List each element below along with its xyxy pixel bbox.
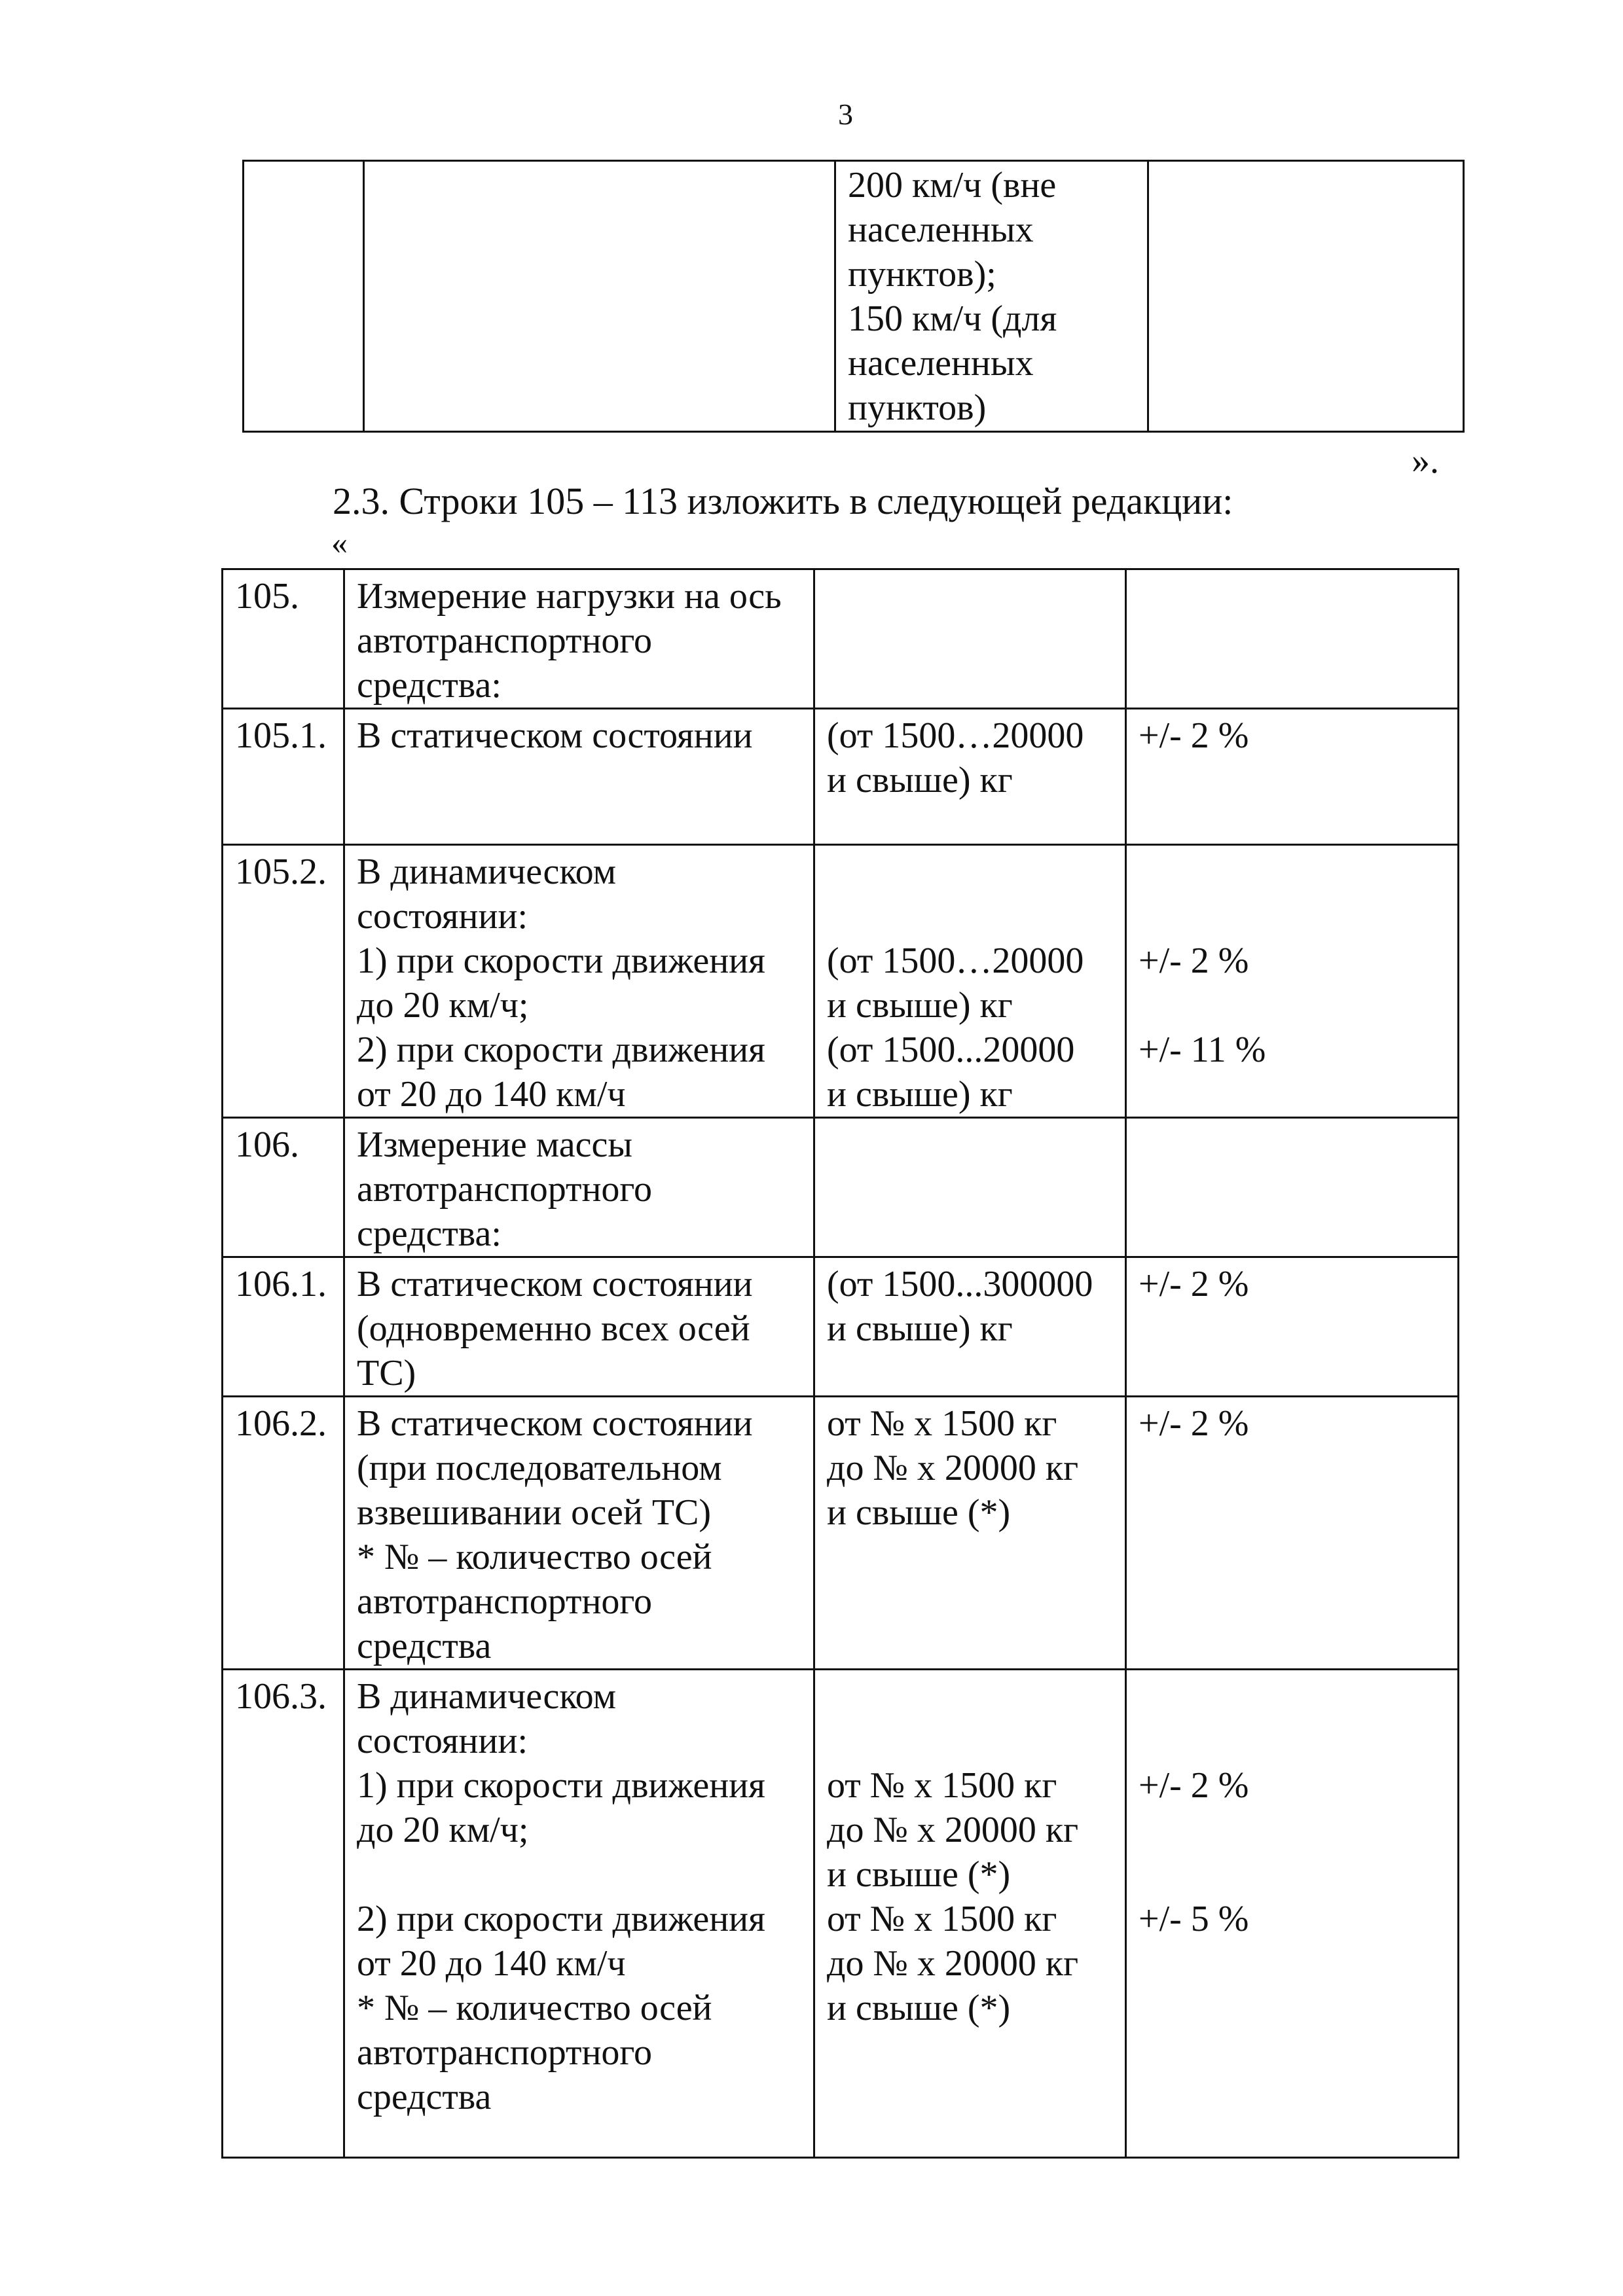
cell-line: (от 1500...300000 <box>827 1264 1093 1304</box>
row-description <box>344 1257 814 1397</box>
row-number: 106.3. <box>223 1670 344 2158</box>
cell-line: средства <box>357 2077 492 2117</box>
row-number: 106.2. <box>223 1397 344 1670</box>
table-row <box>223 1397 1459 1670</box>
row-number: 106.1. <box>223 1257 344 1397</box>
cell-line: автотранспортного <box>357 1581 652 1622</box>
row-description <box>344 1670 814 2158</box>
row-range <box>814 845 1126 1118</box>
cell-line: от № х 1500 кг <box>827 1403 1057 1444</box>
cell-line: автотранспортного <box>357 2032 652 2073</box>
table-cell <box>1148 161 1464 432</box>
cell-line: +/- 2 % <box>1139 1403 1249 1444</box>
cell-line: и свыше) кг <box>827 760 1013 800</box>
row-tolerance <box>1126 1118 1459 1257</box>
table-cell <box>244 161 364 432</box>
row-number: 106. <box>223 1118 344 1257</box>
table-row <box>244 161 1464 432</box>
cell-line: до № х 20000 кг <box>827 1810 1079 1850</box>
row-description <box>344 1397 814 1670</box>
cell-line: состоянии: <box>357 1721 528 1761</box>
measurements-table <box>221 568 1459 2159</box>
cell-line: +/- 2 % <box>1139 715 1249 756</box>
cell-line: населенных <box>848 343 1034 384</box>
cell-line: и свыше (*) <box>827 1988 1011 2028</box>
cell-line: 2) при скорости движения <box>357 1030 765 1070</box>
cell-line: 1) при скорости движения <box>357 941 765 981</box>
table-row <box>223 569 1459 709</box>
cell-line: * № – количество осей <box>357 1537 712 1577</box>
row-description <box>344 845 814 1118</box>
cell-line: В статическом состоянии <box>357 1403 753 1444</box>
cell-line: 2) при скорости движения <box>357 1899 765 1939</box>
cell-line: +/- 5 % <box>1139 1899 1249 1939</box>
cell-line: Измерение нагрузки на ось <box>357 576 782 617</box>
row-description <box>344 1118 814 1257</box>
table-cell-speed-limits <box>835 161 1148 432</box>
row-tolerance <box>1126 709 1459 845</box>
cell-line: (от 1500...20000 <box>827 1030 1075 1070</box>
row-range <box>814 1397 1126 1670</box>
cell-line: и свыше) кг <box>827 985 1013 1026</box>
cell-line: от 20 до 140 км/ч <box>357 1074 626 1115</box>
cell-line: 1) при скорости движения <box>357 1765 765 1806</box>
table-row <box>223 1118 1459 1257</box>
cell-line: до 20 км/ч; <box>357 1810 529 1850</box>
cell-line: взвешивании осей ТС) <box>357 1492 712 1533</box>
cell-line: В динамическом <box>357 852 617 892</box>
row-number: 105. <box>223 569 344 709</box>
page-number: 3 <box>838 98 853 131</box>
cell-line: * № – количество осей <box>357 1988 712 2028</box>
row-range <box>814 569 1126 709</box>
cell-line: пунктов); <box>848 254 996 295</box>
cell-line: +/- 2 % <box>1139 1765 1249 1806</box>
table-row <box>223 709 1459 845</box>
cell-line: населенных <box>848 209 1034 250</box>
cell-line: и свыше (*) <box>827 1854 1011 1895</box>
cell-line: от № х 1500 кг <box>827 1765 1057 1806</box>
amendment-heading: 2.3. Строки 105 – 113 изложить в следующей редакции: <box>333 480 1233 522</box>
row-tolerance <box>1126 1397 1459 1670</box>
cell-line: до № х 20000 кг <box>827 1448 1079 1488</box>
cell-line: от № х 1500 кг <box>827 1899 1057 1939</box>
row-tolerance <box>1126 1670 1459 2158</box>
cell-line: В статическом состоянии <box>357 715 753 756</box>
row-range <box>814 1118 1126 1257</box>
row-description <box>344 569 814 709</box>
continuation-table <box>242 160 1465 433</box>
cell-line: состоянии: <box>357 896 528 937</box>
row-tolerance <box>1126 1257 1459 1397</box>
row-number: 105.1. <box>223 709 344 845</box>
cell-line: и свыше) кг <box>827 1308 1013 1349</box>
cell-line: В статическом состоянии <box>357 1264 753 1304</box>
row-tolerance <box>1126 569 1459 709</box>
cell-line: 200 км/ч (вне <box>848 165 1057 206</box>
cell-line: +/- 2 % <box>1139 1264 1249 1304</box>
row-number: 105.2. <box>223 845 344 1118</box>
cell-line: ТС) <box>357 1353 416 1393</box>
cell-line: до 20 км/ч; <box>357 985 529 1026</box>
cell-line: Измерение массы <box>357 1124 632 1165</box>
table-cell <box>364 161 835 432</box>
cell-line: +/- 11 % <box>1139 1030 1266 1070</box>
cell-line: (при последовательном <box>357 1448 722 1488</box>
row-description <box>344 709 814 845</box>
cell-line: (от 1500…20000 <box>827 715 1084 756</box>
row-tolerance <box>1126 845 1459 1118</box>
closing-quote: ». <box>1412 440 1439 481</box>
cell-line: до № х 20000 кг <box>827 1943 1079 1984</box>
cell-line: и свыше) кг <box>827 1074 1013 1115</box>
row-range <box>814 1670 1126 2158</box>
cell-line: В динамическом <box>357 1676 617 1717</box>
table-row <box>223 1670 1459 2158</box>
cell-line: средства: <box>357 665 501 706</box>
cell-line: +/- 2 % <box>1139 941 1249 981</box>
cell-line: (одновременно всех осей <box>357 1308 750 1349</box>
cell-line: 150 км/ч (для <box>848 298 1057 339</box>
cell-line: от 20 до 140 км/ч <box>357 1943 626 1984</box>
table-row <box>223 845 1459 1118</box>
table-row <box>223 1257 1459 1397</box>
cell-line: и свыше (*) <box>827 1492 1011 1533</box>
cell-line: средства: <box>357 1213 501 1254</box>
cell-line: (от 1500…20000 <box>827 941 1084 981</box>
row-range <box>814 1257 1126 1397</box>
cell-line: пунктов) <box>848 387 987 428</box>
cell-line: автотранспортного <box>357 1169 652 1210</box>
cell-line: средства <box>357 1626 492 1666</box>
row-range <box>814 709 1126 845</box>
cell-line: автотранспортного <box>357 620 652 661</box>
opening-quote: « <box>331 524 348 561</box>
